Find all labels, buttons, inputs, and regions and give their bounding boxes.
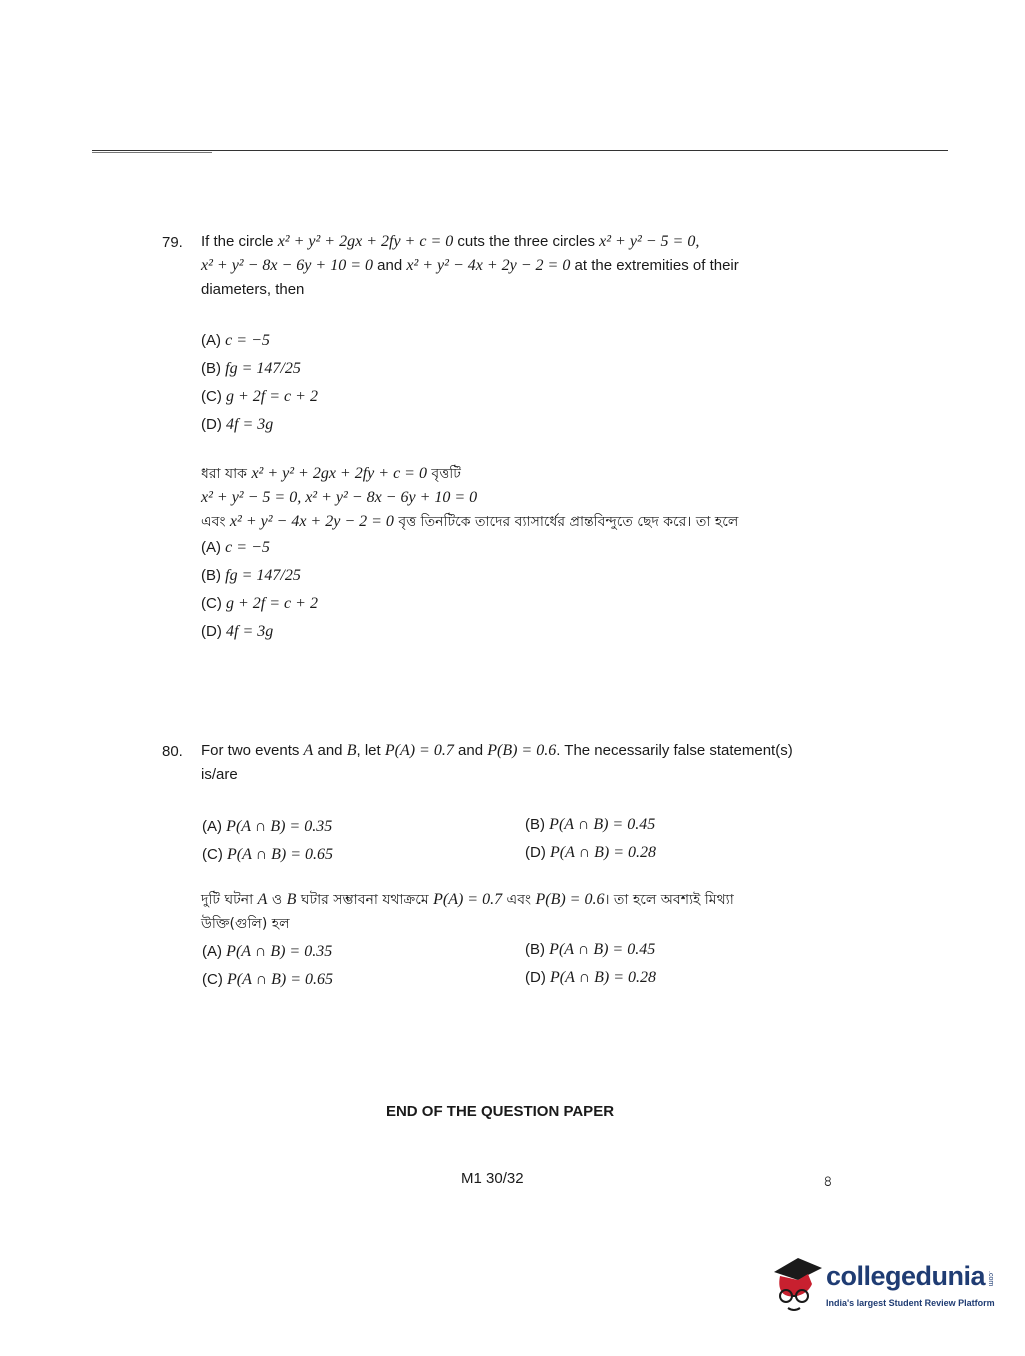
logo-suffix: .com <box>987 1271 994 1287</box>
q80-bengali-text <box>201 888 849 936</box>
header-rule-dash <box>92 152 212 153</box>
q80-bn-line1: দুটি ঘটনা A ও B ঘটার সম্ভাবনা যথাক্রমে P(A) = 0.7 এবং P(B) = 0.6। তা হলে অবশ্যই মিথ্যা <box>201 891 734 908</box>
q79-bn-line1: ধরা যাক x² + y² + 2gx + 2fy + c = 0 বৃত্তটি <box>201 465 461 482</box>
q80-bn-option-b: (B) P(A ∩ B) = 0.45 <box>525 941 656 958</box>
q79-bn-option-b: (B) fg = 147/25 <box>201 567 301 584</box>
q79-bengali-text <box>201 462 849 534</box>
q79-bn-line2: x² + y² − 5 = 0, x² + y² − 8x − 6y + 10 = 0 <box>201 489 478 506</box>
q79-option-c: (C) g + 2f = c + 2 <box>201 388 318 405</box>
q80-option-b: (B) P(A ∩ B) = 0.45 <box>525 816 656 833</box>
end-of-paper: END OF THE QUESTION PAPER <box>385 1103 615 1120</box>
footer-code: M1 30/32 <box>461 1170 524 1187</box>
q80-line2: is/are <box>201 766 238 783</box>
q80-bn-line2: উক্তি(গুলি) হল <box>201 916 290 932</box>
q80-line1: For two events A and B, let P(A) = 0.7 and P(B) = 0.6. The necessarily false statement(s) <box>201 742 793 759</box>
logo-wordmark: collegedunia <box>826 1261 986 1291</box>
header-rule <box>92 150 948 151</box>
q79-line3: diameters, then <box>201 281 305 298</box>
logo-tagline: India's largest Student Review Platform <box>826 1298 995 1308</box>
q79-bn-option-d: (D) 4f = 3g <box>201 623 274 640</box>
q79-line1: If the circle x² + y² + 2gx + 2fy + c = 0 cuts the three circles x² + y² − 5 = 0, <box>201 233 700 250</box>
question-79-text <box>201 230 849 302</box>
question-79-number: 79. <box>162 234 183 251</box>
q79-bn-option-c: (C) g + 2f = c + 2 <box>201 595 318 612</box>
q79-option-b: (B) fg = 147/25 <box>201 360 301 377</box>
q80-bn-option-a: (A) P(A ∩ B) = 0.35 <box>202 943 333 960</box>
footer-page-number: ৪ <box>823 1173 833 1190</box>
q80-bn-option-c: (C) P(A ∩ B) = 0.65 <box>202 971 334 988</box>
q79-option-a: (A) c = −5 <box>201 332 270 349</box>
q79-option-d: (D) 4f = 3g <box>201 416 274 433</box>
q80-option-d: (D) P(A ∩ B) = 0.28 <box>525 844 657 861</box>
q80-bn-option-d: (D) P(A ∩ B) = 0.28 <box>525 969 657 986</box>
question-80-number: 80. <box>162 743 183 760</box>
q79-bn-line3: এবং x² + y² − 4x + 2y − 2 = 0 বৃত্ত তিনটিকে তাদের ব্যাসার্ধের প্রান্তবিন্দুতে ছেদ করে। তা হলে <box>201 513 739 530</box>
question-80-text <box>201 739 849 787</box>
q79-line2: x² + y² − 8x − 6y + 10 = 0 and x² + y² − 4x + 2y − 2 = 0 at the extremities of their <box>201 257 739 274</box>
q80-option-c: (C) P(A ∩ B) = 0.65 <box>202 846 334 863</box>
q79-bn-option-a: (A) c = −5 <box>201 539 270 556</box>
q80-option-a: (A) P(A ∩ B) = 0.35 <box>202 818 333 835</box>
